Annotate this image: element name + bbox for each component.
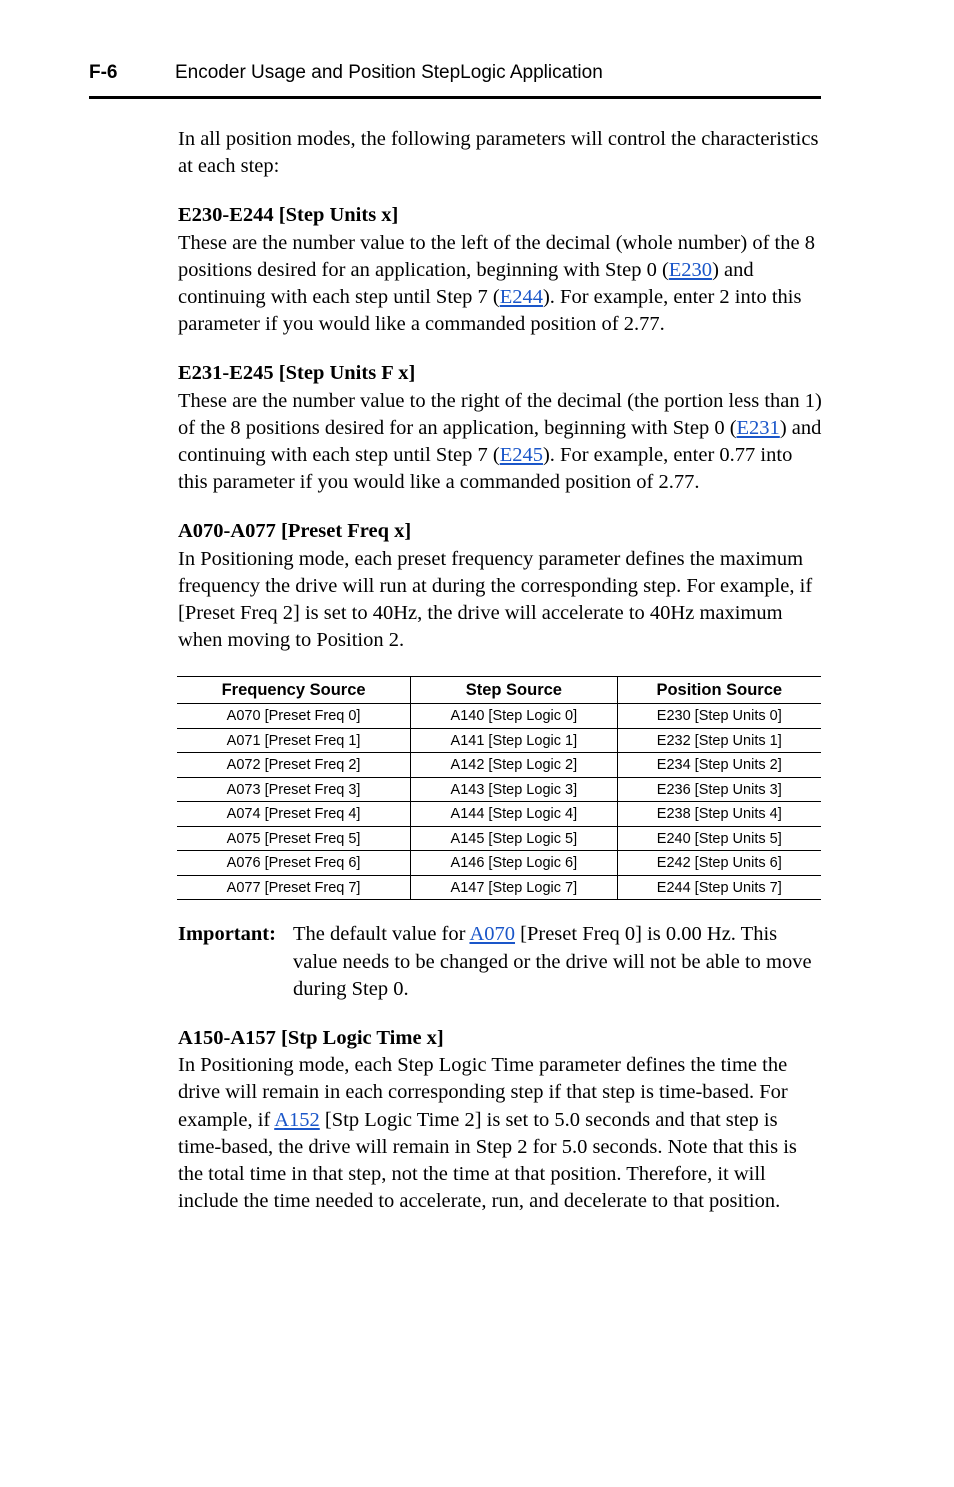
section-stp-logic-time — [178, 1025, 823, 1215]
link-e231[interactable]: E231 — [736, 416, 780, 439]
table-cell: A071 [Preset Freq 1] — [177, 728, 411, 753]
section-preset-freq — [178, 518, 823, 654]
column-header: Position Source — [617, 677, 821, 704]
page-content — [178, 126, 823, 1237]
table-cell: A074 [Preset Freq 4] — [177, 802, 411, 827]
table-cell: A146 [Step Logic 6] — [411, 851, 617, 876]
table-cell: E240 [Step Units 5] — [617, 826, 821, 851]
link-e230[interactable]: E230 — [668, 258, 713, 281]
table-cell: A141 [Step Logic 1] — [411, 728, 617, 753]
column-header: Frequency Source — [177, 677, 411, 704]
table-cell: E230 [Step Units 0] — [617, 704, 821, 729]
body-text: [Preset Freq 0] is 0.00 Hz. This value needs to be changed or the drive will not be able to move during Step 0. — [293, 923, 812, 1000]
section-body — [178, 388, 823, 497]
body-text: In Positioning mode, each Step Logic Time parameter defines the time the drive will remain in each corresponding step if that step is time-based. For example, if — [178, 1054, 788, 1131]
table-row — [177, 851, 821, 876]
section-title: A070-A077 [Preset Freq x] — [178, 520, 412, 543]
table-cell: A075 [Preset Freq 5] — [177, 826, 411, 851]
page-header — [89, 60, 821, 99]
table-cell: E232 [Step Units 1] — [617, 728, 821, 753]
section-body — [178, 230, 823, 339]
table-cell: E244 [Step Units 7] — [617, 875, 821, 900]
section-title: E231-E245 [Step Units F x] — [178, 362, 416, 385]
section-step-units — [178, 202, 823, 338]
table-cell: E242 [Step Units 6] — [617, 851, 821, 876]
body-text: ). For example, enter 0.77 into this parameter if you would like a commanded position of 2.77. — [178, 444, 793, 494]
source-table — [177, 676, 821, 900]
table-cell: A076 [Preset Freq 6] — [177, 851, 411, 876]
link-a152[interactable]: A152 — [274, 1108, 320, 1131]
table-row — [177, 875, 821, 900]
table-cell: A142 [Step Logic 2] — [411, 753, 617, 778]
table-cell: E238 [Step Units 4] — [617, 802, 821, 827]
table-row — [177, 802, 821, 827]
body-text: The default value for — [293, 923, 470, 946]
body-text: [Stp Logic Time 2] is set to 5.0 seconds and that step is time-based, the drive will remain in Step 2 for 5.0 seconds. Note that this is the total time in that step, not the time at that position. Therefore, it will include the time needed to accelerate, run, and decelerate to that position. — [178, 1108, 797, 1213]
table-cell: A070 [Preset Freq 0] — [177, 704, 411, 729]
table-row — [177, 753, 821, 778]
body-text: These are the number value to the right of the decimal (the portion less than 1) of the 8 positions desired for an application, beginning with Step 0 ( — [178, 389, 822, 439]
running-title: Encoder Usage and Position StepLogic Application — [175, 62, 603, 83]
table-header-row — [177, 677, 821, 704]
table-cell: A073 [Preset Freq 3] — [177, 777, 411, 802]
table-row — [177, 704, 821, 729]
body-text: ). For example, enter 2 into this parameter if you would like a commanded position of 2.77. — [178, 286, 802, 336]
table-row — [177, 826, 821, 851]
table-cell: A147 [Step Logic 7] — [411, 875, 617, 900]
important-text — [293, 921, 823, 1003]
section-body: In Positioning mode, each preset frequency parameter defines the maximum frequency the drive will run at during the corresponding step. For example, if [Preset Freq 2] is set to 40Hz, the drive will accelerate to 40Hz maximum when moving to Position 2. — [178, 547, 813, 652]
section-title: A150-A157 [Stp Logic Time x] — [178, 1027, 444, 1050]
table-cell: A072 [Preset Freq 2] — [177, 753, 411, 778]
table-cell: A145 [Step Logic 5] — [411, 826, 617, 851]
table-cell: E234 [Step Units 2] — [617, 753, 821, 778]
section-title: E230-E244 [Step Units x] — [178, 204, 399, 227]
table-cell: A077 [Preset Freq 7] — [177, 875, 411, 900]
table-cell: A144 [Step Logic 4] — [411, 802, 617, 827]
table-cell: A143 [Step Logic 3] — [411, 777, 617, 802]
important-label: Important: — [178, 923, 276, 946]
body-text: ) and continuing with each step until Step 7 ( — [178, 258, 754, 309]
body-text: ) and continuing with each step until Step 7 ( — [178, 416, 822, 467]
important-note — [178, 921, 823, 1003]
section-body — [178, 1052, 823, 1215]
link-e245[interactable]: E245 — [499, 444, 543, 467]
table-row — [177, 777, 821, 802]
column-header: Step Source — [411, 677, 617, 704]
body-text: These are the number value to the left of the decimal (whole number) of the 8 positions desired for an application, beginning with Step 0 ( — [178, 231, 815, 281]
intro-paragraph: In all position modes, the following parameters will control the characteristics at each step: — [178, 128, 819, 178]
link-e244[interactable]: E244 — [499, 286, 543, 309]
table-row — [177, 728, 821, 753]
table-cell: E236 [Step Units 3] — [617, 777, 821, 802]
table-cell: A140 [Step Logic 0] — [411, 704, 617, 729]
link-a070[interactable]: A070 — [469, 923, 516, 946]
section-step-units-f — [178, 360, 823, 496]
page-number: F-6 — [89, 62, 118, 83]
